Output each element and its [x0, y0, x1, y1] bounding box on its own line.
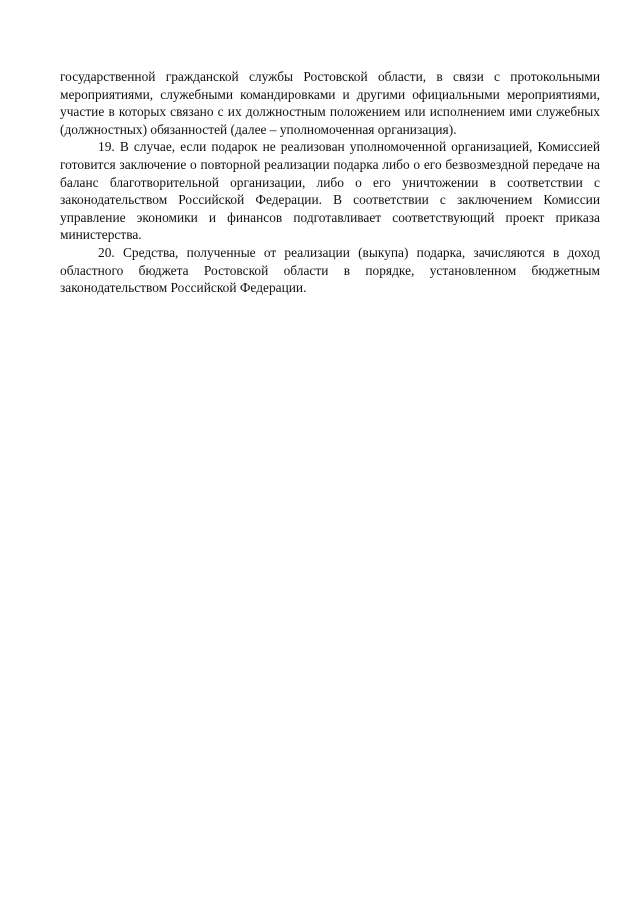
document-body — [60, 68, 600, 297]
paragraph-item-19: 19. В случае, если подарок не реализован уполномоченной организацией, Комиссией готовится заключение о повторной реализации подарка либо о его безвозмездной передаче на баланс благотворительной организации, либо о его уничтожении в соответствии с законодательством Российской Федерации. В соответствии с заключением Комиссии управление экономики и финансов подготавливает соответствующий проект приказа министерства. — [60, 139, 600, 243]
paragraph-item-20: 20. Средства, полученные от реализации (выкупа) подарка, зачисляются в доход областного бюджета Ростовской области в порядке, установленном бюджетным законодательством Российской Федерации. — [60, 244, 600, 296]
paragraph-continuation: государственной гражданской службы Ростовской области, в связи с протокольными мероприятиями, служебными командировками и другими официальными мероприятиями, участие в которых связано с их должностным положением или исполнением ими служебных (должностных) обязанностей (далее – уполномоченная организация). — [60, 69, 600, 137]
